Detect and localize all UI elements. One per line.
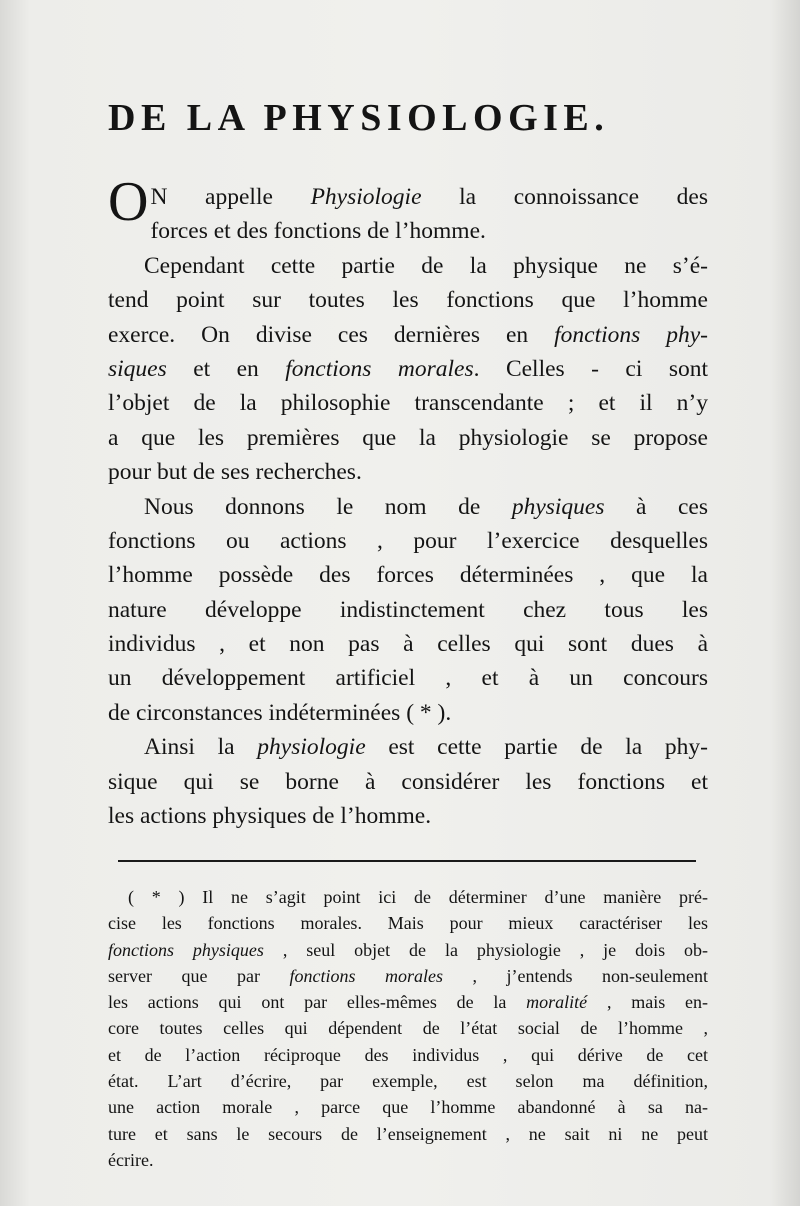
paragraph-1-line-2: forces et des fonctions de l’homme. (150, 218, 486, 245)
drop-cap: O (108, 171, 149, 233)
footnote-line-2: cise les fonctions morales. Mais pour mieux caractériser les (108, 913, 708, 934)
paragraph-1-line-1: O N appelle Physiologie la connoissance des (108, 171, 709, 233)
paragraph-2-line-6: a que les premières que la physiologie se propose (108, 424, 708, 451)
paragraph-2-line-3: exerce. On divise ces dernières en fonctions phy- (108, 321, 708, 348)
footnote-line-1: ( * ) Il ne s’agit point ici de déterminer d’une manière pré- (128, 887, 708, 907)
paragraph-2-line-5: l’objet de la philosophie transcendante ; et il n’y (108, 390, 708, 417)
paragraph-3-line-6: un développement artificiel , et à un concours (108, 665, 708, 692)
paragraph-2-line-1: Cependant cette partie de la physique ne s’é- (144, 252, 708, 279)
footnote-line-4: server que par fonctions morales , j’entends non-seulement (108, 965, 709, 986)
paragraph-4-line-2: sique qui se borne à considérer les fonctions et (108, 768, 708, 795)
paragraph-3-line-1: Nous donnons le nom de physiques à ces (144, 493, 709, 520)
paragraph-3-line-4: nature développe indistinctement chez tous les (108, 596, 708, 623)
footnote (108, 884, 708, 1173)
paragraph-4-line-1: Ainsi la physiologie est cette partie de la phy- (144, 734, 709, 761)
paragraph-2-line-7: pour but de ses recherches. (108, 459, 362, 486)
paragraph-3-line-7: de circonstances indéterminées ( * ). (108, 699, 452, 726)
footnote-line-6: core toutes celles qui dépendent de l’état social de l’homme , (108, 1018, 708, 1039)
footnote-line-3: fonctions physiques , seul objet de la physiologie , je dois ob- (108, 939, 708, 960)
footnote-line-8: état. L’art d’écrire, par exemple, est selon ma définition, (108, 1071, 708, 1092)
paragraph-2-line-4: siques et en fonctions morales. Celles - ci sont (108, 355, 709, 382)
footnote-line-11: écrire. (108, 1149, 154, 1170)
paragraph-4-line-3: les actions physiques de l’homme. (108, 803, 432, 830)
main-text (108, 171, 709, 833)
footnote-line-9: une action morale , parce que l’homme abandonné à sa na- (108, 1097, 708, 1118)
footnote-line-10: ture et sans le secours de l’enseignement , ne sait ni ne peut (108, 1123, 708, 1144)
footnote-line-5: les actions qui ont par elles-mêmes de la moralité , mais en- (108, 992, 708, 1013)
paragraph-3-line-5: individus , et non pas à celles qui sont dues à (108, 631, 708, 658)
paragraph-3-line-3: l’homme possède des forces déterminées , que la (108, 562, 708, 589)
paragraph-2-line-2: tend point sur toutes les fonctions que l’homme (108, 287, 708, 314)
paragraph-3-line-2: fonctions ou actions , pour l’exercice desquelles (108, 527, 708, 554)
footnote-line-7: et de l’action réciproque des individus , qui dérive de cet (108, 1044, 708, 1065)
footnote-divider (118, 860, 696, 862)
chapter-title: DE LA PHYSIOLOGIE. (108, 97, 610, 139)
